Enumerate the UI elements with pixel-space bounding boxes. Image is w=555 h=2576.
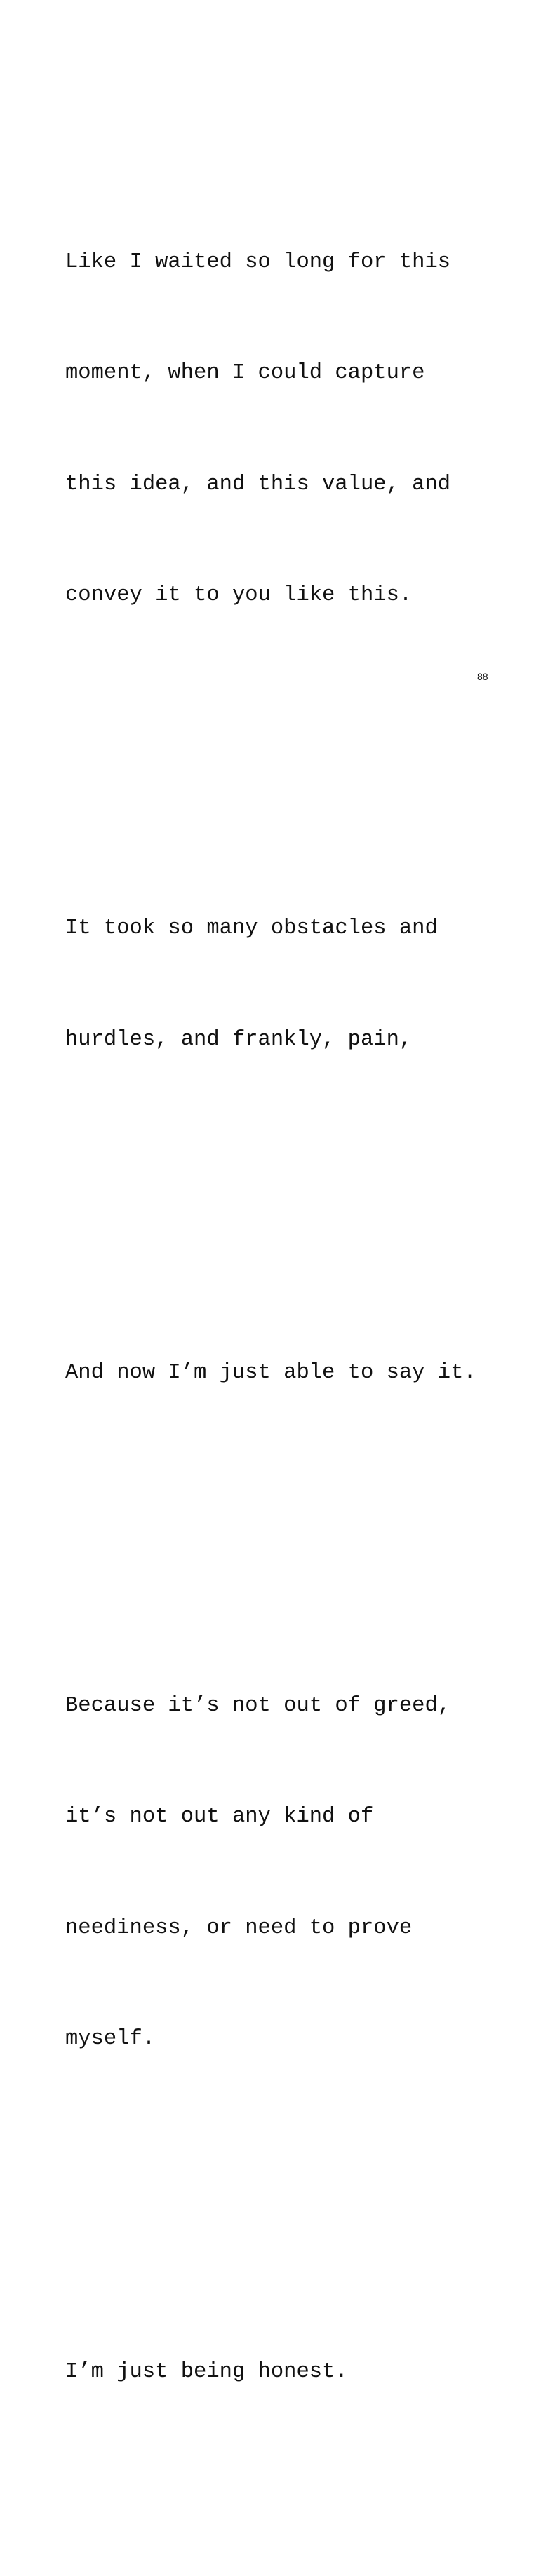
paragraph xyxy=(65,170,528,688)
text-line: moment, when I could capture xyxy=(65,361,425,386)
paragraph xyxy=(65,1613,528,2131)
text-line: I’m just being honest. xyxy=(65,2360,348,2385)
page-number: 88 xyxy=(477,671,488,682)
text-line: this idea, and this value, and xyxy=(65,472,451,496)
paragraph xyxy=(65,2280,528,2465)
body-text xyxy=(65,59,528,2576)
text-line: It took so many obstacles and xyxy=(65,916,438,941)
text-line: hurdles, and frankly, pain, xyxy=(65,1027,413,1052)
paragraph xyxy=(65,1280,528,1465)
text-line: myself. xyxy=(65,2027,156,2052)
text-line: And now I’m just able to say it. xyxy=(65,1360,476,1385)
text-line: neediness, or need to prove xyxy=(65,1916,413,1940)
paragraph xyxy=(65,836,528,1132)
text-line: it’s not out any kind of xyxy=(65,1805,374,1829)
text-line: convey it to you like this. xyxy=(65,583,413,608)
text-line: Like I waited so long for this xyxy=(65,250,451,274)
text-line: Because it’s not out of greed, xyxy=(65,1694,451,1719)
